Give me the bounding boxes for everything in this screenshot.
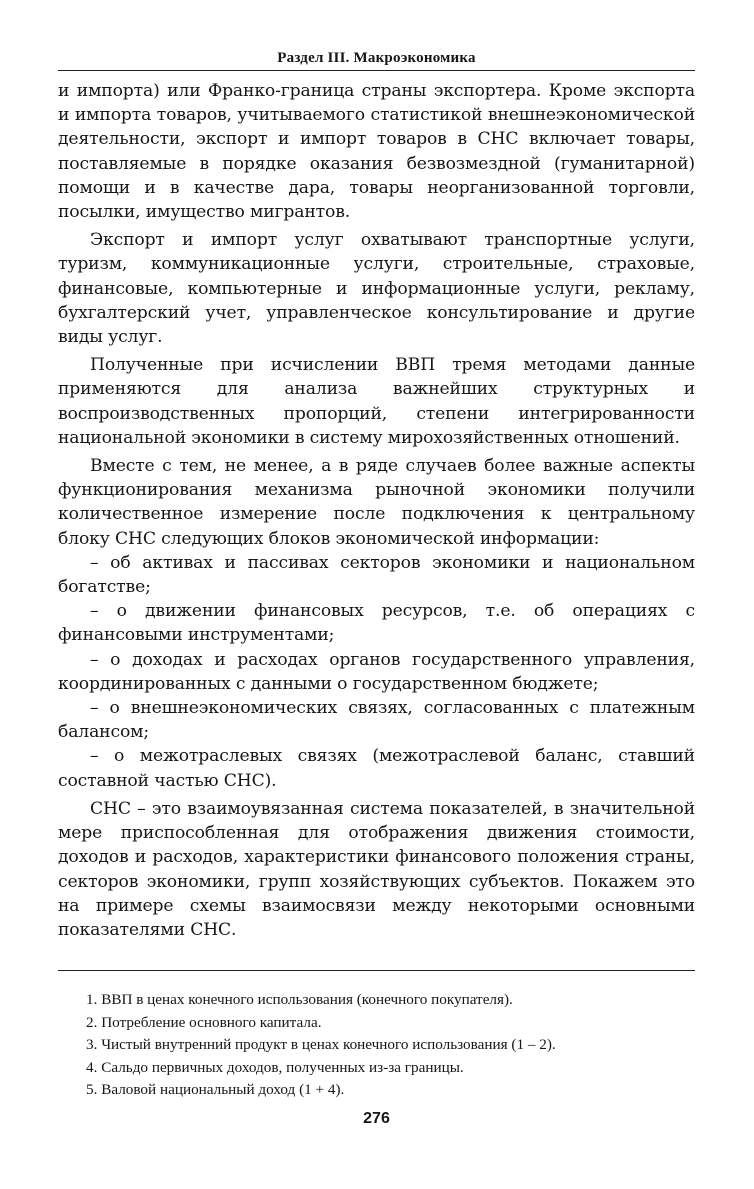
note-item: 2. Потребление основного капитала.: [86, 1013, 322, 1031]
header-rule: [58, 70, 695, 71]
paragraph-blocks-intro: Вместе с тем, не менее, а в ряде случаев более важные аспекты функционирования механизма рыночной экономики получили количественное измерение после подключения к центральному блоку СНС следующих блоков экономической информации:: [58, 456, 695, 549]
list-item-foreign: – о внешнеэкономических связях, согласованных с платежным балансом;: [58, 698, 695, 743]
list-item-assets: – об активах и пассивах секторов экономики и национальном богатстве;: [58, 552, 695, 598]
list-item-financial: – о движении финансовых ресурсов, т.е. об операциях с финансовыми инструментами;: [58, 601, 695, 646]
note-item: 5. Валовой национальный доход (1 + 4).: [86, 1081, 345, 1099]
paragraph-continuation: и импорта) или Франко-граница страны экспортера. Кроме экспорта и импорта товаров, учитываемого статистикой внешнеэкономической деятельности, экспорт и импорт товаров в СНС включает товары, поставляемые в порядке оказания безвозмездной (гуманитарной) помощи и в качестве дара, товары неорганизованной торговли, посылки, имущество мигрантов.: [58, 81, 695, 223]
page-number: 276: [363, 1110, 390, 1127]
paragraph-gdp-methods: Полученные при исчислении ВВП тремя методами данные применяются для анализа важнейших структурных и воспроизводственных пропорций, степени интегрированности национальной экономики в систему мирохозяйственных отношений.: [58, 355, 695, 448]
indicator-notes: [58, 989, 695, 1102]
list-item-intersectoral: – о межотраслевых связях (межотраслевой баланс, ставший составной частью СНС).: [58, 746, 695, 791]
note-item: 3. Чистый внутренний продукт в ценах конечного использования (1 – 2).: [86, 1036, 556, 1054]
list-item-government: – о доходах и расходах органов государственного управления, координированных с данными о государственном бюджете;: [58, 649, 695, 694]
body-text: [58, 79, 695, 942]
paragraph-services: Экспорт и импорт услуг охватывают транспортные услуги, туризм, коммуникационные услуги, строительные, страховые, финансовые, компьютерные и информационные услуги, рекламу, бухгалтерский учет, управленческое консультирование и другие виды услуг.: [58, 230, 695, 348]
book-page: [58, 46, 695, 1102]
paragraph-sna-definition: СНС – это взаимоувязанная система показателей, в значительной мере приспособленная для отображения движения стоимости, доходов и расходов, характеристики финансового положения страны, секторов экономики, групп хозяйствующих субъектов. Покажем это на примере схемы взаимосвязи между некоторыми основными показателями СНС.: [58, 798, 695, 940]
note-item: 4. Сальдо первичных доходов, полученных из-за границы.: [86, 1058, 464, 1076]
notes-rule: [58, 970, 695, 971]
running-header: Раздел III. Макроэкономика: [277, 50, 476, 66]
note-item: 1. ВВП в ценах конечного использования (конечного покупателя).: [86, 991, 513, 1009]
